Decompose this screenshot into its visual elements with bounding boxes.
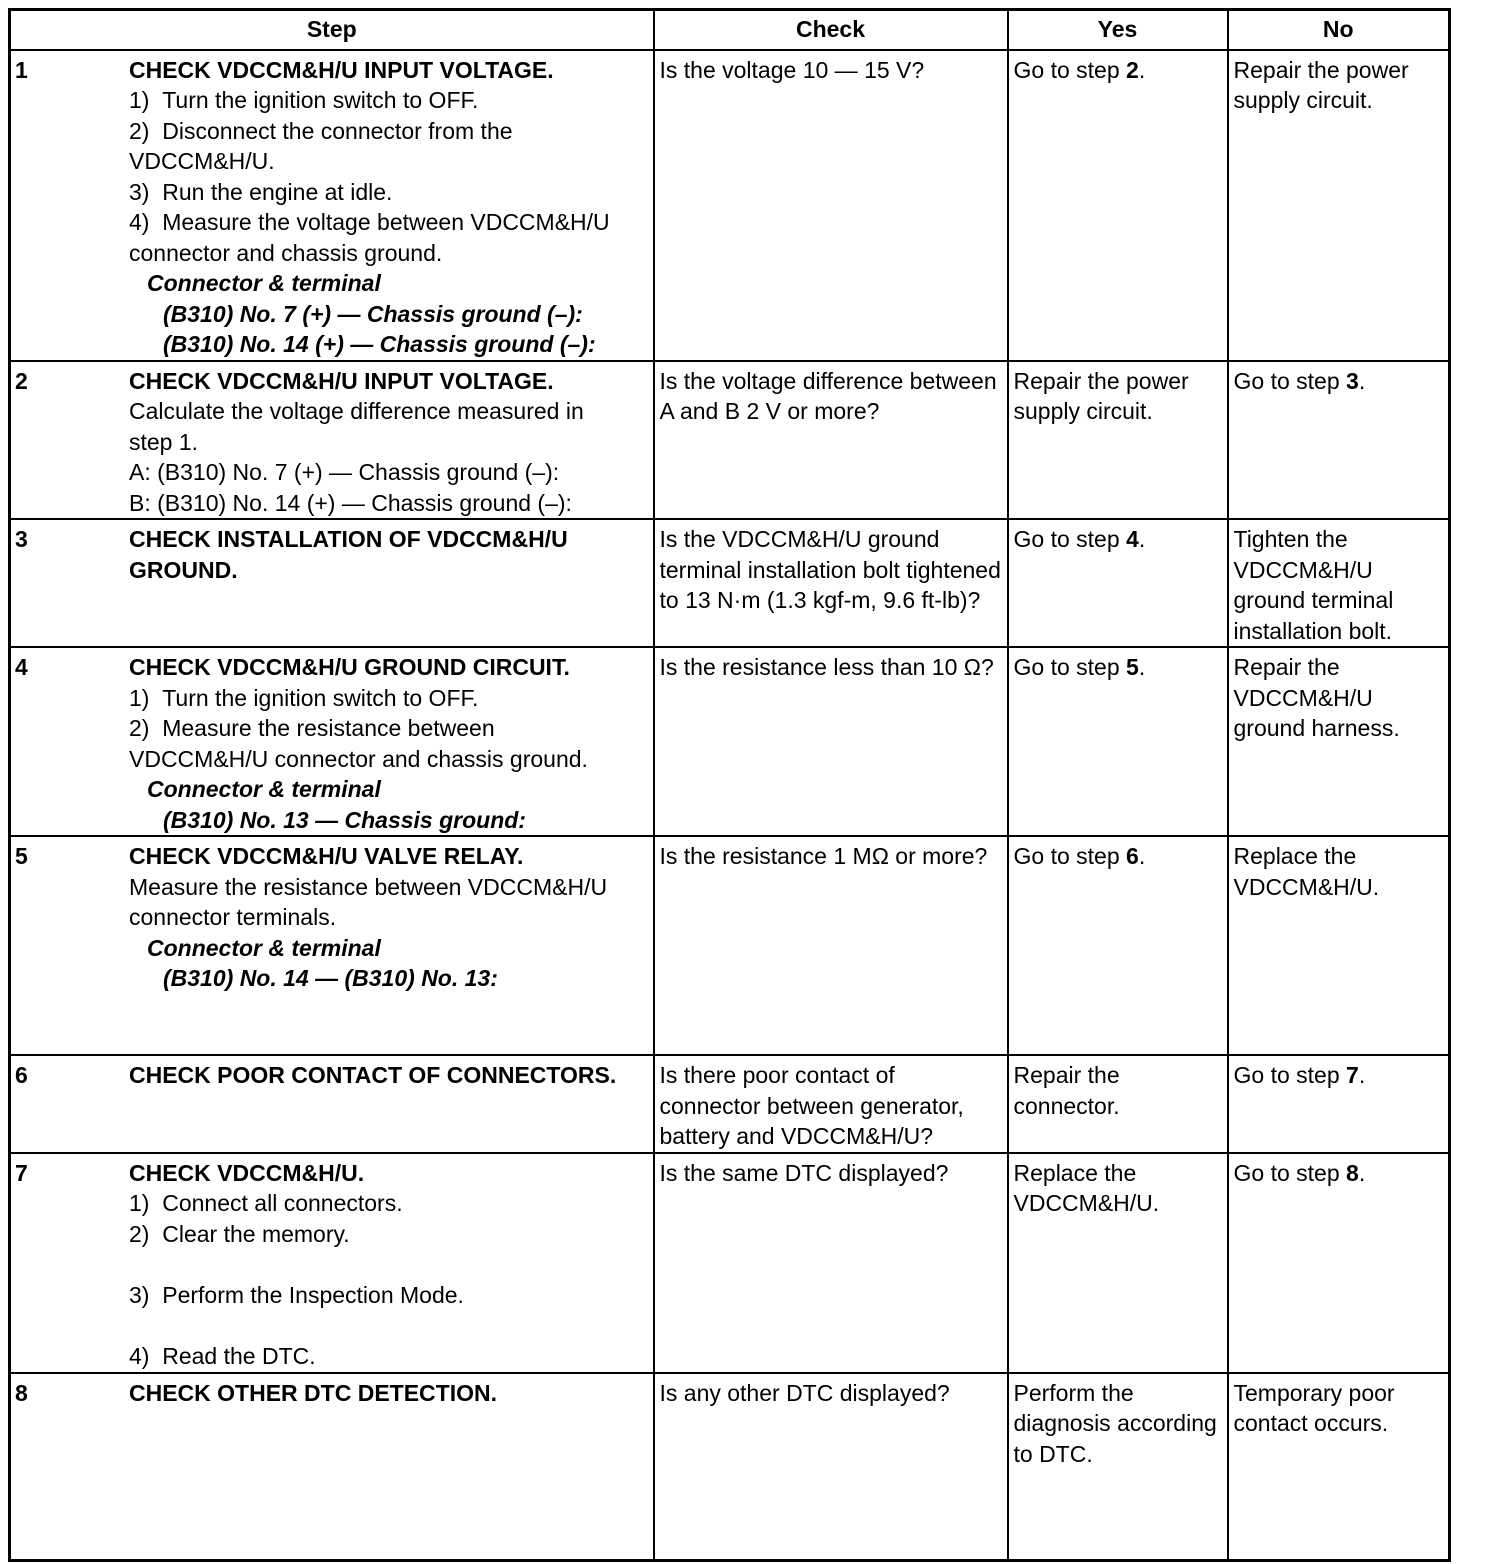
yes-text-part: Perform the diagnosis according to DTC. [1013, 1379, 1217, 1467]
table-row [10, 361, 1450, 520]
step-instruction: step 1. [129, 428, 199, 455]
terminal-spec: (B310) No. 14 — (B310) No. 13: [163, 965, 498, 991]
yes-text [1009, 1374, 1227, 1470]
no-cell [1228, 647, 1450, 836]
step-instruction: 3) Run the engine at idle. [129, 178, 393, 205]
step-body [129, 1154, 653, 1372]
no-text [1229, 1056, 1449, 1091]
yes-text-part: Repair the connector. [1013, 1062, 1120, 1119]
no-step-ref: 8 [1346, 1159, 1359, 1186]
yes-cell [1008, 361, 1228, 520]
table-row [10, 1153, 1450, 1373]
yes-text [1009, 520, 1227, 555]
step-instruction: 2) Measure the resistance between [129, 715, 495, 741]
check-cell [654, 1153, 1008, 1373]
check-text: Is there poor contact of connector between generator, battery and VDCCM&H/U? [659, 1062, 964, 1149]
step-instruction: 2) Clear the memory. [129, 1220, 350, 1247]
check-text: Is the voltage 10 — 15 V? [659, 56, 925, 83]
table-row [10, 1055, 1450, 1153]
yes-text-end: . [1138, 843, 1146, 869]
step-instruction: A: (B310) No. 7 (+) — Chassis ground (–): [129, 459, 560, 485]
yes-cell [1008, 1373, 1228, 1561]
table-row [10, 50, 1450, 361]
no-text-part: Temporary poor contact occurs. [1233, 1379, 1395, 1436]
terminal-spec: (B310) No. 7 (+) — Chassis ground (–): [163, 300, 583, 327]
no-text-end: . [1358, 1159, 1366, 1186]
step-body [129, 837, 653, 994]
yes-text-part: Go to step [1013, 654, 1127, 680]
step-cell [10, 1373, 654, 1561]
yes-text-part: Go to step [1013, 526, 1127, 552]
no-cell [1228, 1373, 1450, 1561]
header-step: Step [10, 10, 654, 50]
yes-text [1009, 362, 1227, 427]
yes-text [1009, 1154, 1227, 1219]
yes-step-ref: 2 [1126, 56, 1139, 83]
blank-line [129, 1310, 647, 1341]
step-number: 1 [15, 56, 28, 83]
no-text-part: Repair the power supply circuit. [1233, 56, 1409, 113]
no-text-end: . [1358, 367, 1366, 394]
no-step-ref: 3 [1346, 367, 1359, 394]
step-number: 3 [15, 526, 28, 552]
check-cell [654, 1373, 1008, 1561]
no-text-end: . [1358, 1062, 1366, 1088]
step-instruction: 2) Disconnect the connector from the [129, 117, 513, 144]
yes-text-end: . [1138, 526, 1146, 552]
no-text [1229, 648, 1449, 744]
step-title: CHECK POOR CONTACT OF CONNECTORS. [129, 1062, 617, 1088]
yes-cell [1008, 1153, 1228, 1373]
yes-text-part: Go to step [1013, 56, 1127, 83]
no-step-ref: 7 [1346, 1062, 1359, 1088]
yes-cell [1008, 836, 1228, 1055]
step-title: CHECK OTHER DTC DETECTION. [129, 1379, 497, 1406]
step-title: CHECK VDCCM&H/U. [129, 1159, 365, 1186]
check-cell [654, 361, 1008, 520]
no-text [1229, 51, 1449, 116]
check-text: Is the voltage difference between A and B 2 V or more? [659, 367, 997, 424]
step-cell [10, 1153, 654, 1373]
step-cell [10, 361, 654, 520]
step-body [129, 51, 653, 360]
yes-text-part: Replace the VDCCM&H/U. [1013, 1159, 1160, 1216]
yes-cell [1008, 1055, 1228, 1153]
table-row [10, 836, 1450, 1055]
step-instruction: 1) Connect all connectors. [129, 1190, 403, 1216]
check-text: Is the same DTC displayed? [659, 1159, 949, 1186]
step-number: 8 [15, 1379, 28, 1406]
step-body [129, 362, 653, 519]
no-cell [1228, 1153, 1450, 1373]
step-title: CHECK VDCCM&H/U GROUND CIRCUIT. [129, 654, 570, 680]
step-instruction: Calculate the voltage difference measured in [129, 398, 584, 424]
step-title: CHECK VDCCM&H/U INPUT VOLTAGE. [129, 56, 554, 83]
no-text-part: Go to step [1233, 367, 1347, 394]
no-text-part: Tighten the VDCCM&H/U ground terminal installation bolt. [1233, 526, 1394, 644]
no-text-part: Go to step [1233, 1062, 1347, 1088]
step-title: CHECK VDCCM&H/U INPUT VOLTAGE. [129, 367, 554, 394]
no-text-part: Replace the VDCCM&H/U. [1233, 843, 1380, 900]
yes-cell [1008, 519, 1228, 647]
check-text: Is any other DTC displayed? [659, 1379, 950, 1406]
yes-text [1009, 648, 1227, 683]
header-no: No [1228, 10, 1450, 50]
no-text [1229, 837, 1449, 902]
check-cell [654, 519, 1008, 647]
yes-text-part: Go to step [1013, 843, 1127, 869]
no-text-part: Repair the VDCCM&H/U ground harness. [1233, 654, 1400, 741]
step-number: 7 [15, 1159, 28, 1186]
check-text: Is the resistance less than 10 Ω? [659, 654, 994, 680]
step-body [129, 520, 653, 585]
yes-text [1009, 1056, 1227, 1121]
step-title: CHECK INSTALLATION OF VDCCM&H/U GROUND. [129, 526, 568, 583]
header-row [10, 10, 1450, 50]
check-cell [654, 647, 1008, 836]
table-row [10, 519, 1450, 647]
yes-step-ref: 6 [1126, 843, 1139, 869]
yes-text-part: Repair the power supply circuit. [1013, 367, 1189, 424]
step-number: 4 [15, 654, 28, 680]
step-instruction: connector and chassis ground. [129, 239, 443, 266]
no-text-part: Go to step [1233, 1159, 1347, 1186]
step-instruction: 1) Turn the ignition switch to OFF. [129, 684, 479, 711]
check-text: Is the VDCCM&H/U ground terminal installation bolt tightened to 13 N·m (1.3 kgf-m, 9.6 ft-lb)? [659, 526, 1001, 613]
yes-step-ref: 5 [1126, 654, 1139, 680]
no-cell [1228, 50, 1450, 361]
check-text: Is the resistance 1 MΩ or more? [659, 843, 988, 869]
yes-text-end: . [1138, 56, 1146, 83]
step-number: 2 [15, 367, 28, 394]
step-instruction: VDCCM&H/U. [129, 148, 275, 174]
no-cell [1228, 836, 1450, 1055]
step-body [129, 648, 653, 835]
yes-cell [1008, 50, 1228, 361]
check-cell [654, 50, 1008, 361]
no-text [1229, 1154, 1449, 1189]
step-cell [10, 836, 654, 1055]
step-instruction: 4) Read the DTC. [129, 1342, 316, 1369]
check-cell [654, 1055, 1008, 1153]
no-text [1229, 362, 1449, 397]
no-text [1229, 1374, 1449, 1439]
step-instruction: 1) Turn the ignition switch to OFF. [129, 87, 479, 113]
no-cell [1228, 519, 1450, 647]
yes-cell [1008, 647, 1228, 836]
connector-terminal-label: Connector & terminal [147, 934, 381, 961]
no-cell [1228, 1055, 1450, 1153]
step-instruction: VDCCM&H/U connector and chassis ground. [129, 745, 588, 772]
step-body [129, 1056, 653, 1091]
terminal-spec: (B310) No. 14 (+) — Chassis ground (–): [163, 331, 596, 357]
yes-step-ref: 4 [1126, 526, 1139, 552]
header-yes: Yes [1008, 10, 1228, 50]
connector-terminal-label: Connector & terminal [147, 776, 381, 802]
no-text [1229, 520, 1449, 646]
yes-text [1009, 51, 1227, 86]
diagnostic-procedure-table [8, 8, 1451, 1562]
header-check: Check [654, 10, 1008, 50]
step-instruction: B: (B310) No. 14 (+) — Chassis ground (–): [129, 489, 572, 516]
step-title: CHECK VDCCM&H/U VALVE RELAY. [129, 843, 524, 869]
table-row [10, 1373, 1450, 1561]
check-cell [654, 836, 1008, 1055]
terminal-spec: (B310) No. 13 — Chassis ground: [163, 806, 526, 833]
yes-text [1009, 837, 1227, 872]
step-cell [10, 1055, 654, 1153]
step-instruction: 3) Perform the Inspection Mode. [129, 1281, 464, 1308]
step-number: 5 [15, 843, 28, 869]
yes-text-end: . [1138, 654, 1146, 680]
step-instruction: connector terminals. [129, 904, 337, 930]
table-row [10, 647, 1450, 836]
step-instruction: 4) Measure the voltage between VDCCM&H/U [129, 209, 610, 235]
step-number: 6 [15, 1062, 28, 1088]
step-cell [10, 50, 654, 361]
step-body [129, 1374, 653, 1409]
connector-terminal-label: Connector & terminal [147, 270, 381, 296]
step-cell [10, 519, 654, 647]
step-cell [10, 647, 654, 836]
blank-line [129, 1249, 647, 1280]
no-cell [1228, 361, 1450, 520]
step-instruction: Measure the resistance between VDCCM&H/U [129, 873, 608, 900]
